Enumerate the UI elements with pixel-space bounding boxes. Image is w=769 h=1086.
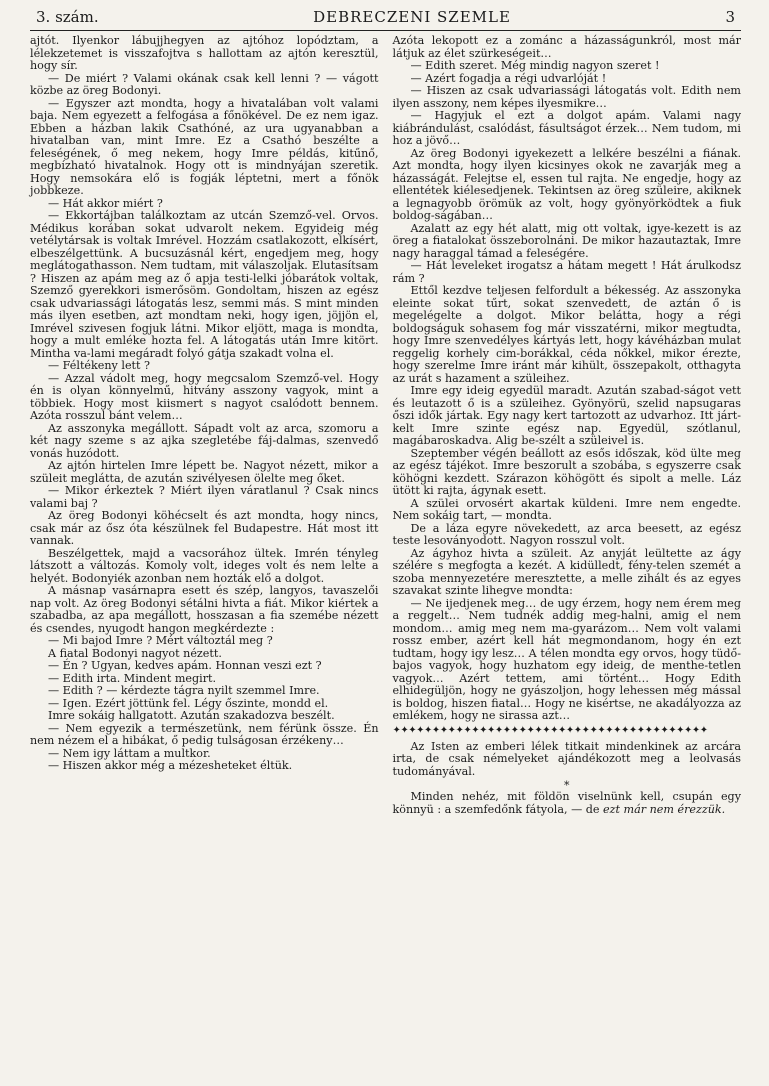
paragraph: — Nem igy láttam a multkor. (48, 746, 211, 760)
epigram-second-text: Minden nehéz, mit földön viselnünk kell, csupán egy könnyü : a szemfedőnk fátyola, — de (392, 790, 741, 816)
paragraph: — Én ? Ugyan, kedves apám. Honnan veszi ezt ? (48, 659, 322, 672)
paragraph: De a láza egyre növekedett, az arca beesett, az egész teste lesoványodott. Nagyon rosszul volt. (392, 521, 741, 547)
epigram-second (393, 791, 742, 816)
ornamental-divider: ✦✦✦✦✦✦✦✦✦✦✦✦✦✦✦✦✦✦✦✦✦✦✦✦✦✦✦✦✦✦✦✦✦✦✦✦✦✦✦✦ (392, 724, 708, 736)
paragraph: Az öreg Bodonyi köhécselt és azt mondta, hogy nincs, csak már az ősz óta készülnek fel Budapestre. Hát most itt vannak. (30, 509, 379, 547)
paragraph: Azalatt az egy hét alatt, mig ott voltak, igye-kezett is az öreg a fiatalokat összeborolnáni. De mikor hazautaztak, Imre nagy haraggal támad a feleségére. (392, 221, 741, 260)
epigram-first: Az Isten az emberi lélek titkait mindenkinek az arcára irta, de csak némelyeket ajándékozott meg a leolvasás tudományával. (392, 739, 741, 778)
paragraph: Beszélgettek, majd a vacsorához ültek. Imrén tényleg látszott a változás. Komoly volt, ideges volt és nem lelte a helyét. Bodonyiék azonban nem hozták elő a dolgot. (30, 546, 379, 585)
paragraph: Az öreg Bodonyi igyekezett a lelkére beszélni a fiának. Azt mondta, hogy ilyen kicsinyes okok ne zavarják meg a házasságát. Felejtse el, essen tul rajta. Ne engedje, hogy az ellentétek kiélesedjenek. Tekintsen az öreg szüleire, akiknek a legnagyobb örömük az volt, hogy gyönyörködtek a fiuk boldog-ságában… (392, 146, 741, 222)
columns (30, 35, 741, 816)
paragraph: — Edith szeret. Még mindig nagyon szeret ! (410, 59, 660, 72)
paragraph: Ettől kezdve teljesen felfordult a békesség. Az asszonyka eleinte sokat tűrt, sokat szenvedett, de aztán ő is megelégelte a dolgot. Mikor belátta, hogy a régi boldogságuk sohasem fog már visszatérni, mikor megtudta, hogy Imre szenvedélyes kártyás lett, hogy kávéházban mulat reggelig korhely cim-borákkal, céda nőkkel, mikor érezte, hogy szerelme Imre iránt már kihült, összepakolt, otthagyta az urát s hazament a szüleihez. (392, 284, 741, 385)
paragraph: Azóta lekopott ez a zománc a házasságunkról, most már látjuk az élet szürkeségeit… (392, 34, 741, 60)
paragraph: — Azzal vádolt meg, hogy megcsalom Szemző-vel. Hogy én is olyan könnyelmű, hitvány asszony vagyok, mint a többiek. Hogy most kiismert s nagyot csalódott bennem. Azóta rosszul bánt velem… (30, 371, 379, 422)
paragraph: — Ekkortájban találkoztam az utcán Szemző-vel. Orvos. Médikus korában sokat udvarolt nekem. Egyideig még vetélytársak is voltak Imrével. Hozzám csatlakozott, elkísért, elbeszélgettünk. A bucsuzásnál kért, engedjem meg, hogy meglátogathasson. Nem tudtam, mit válaszoljak. Elutasítsam ? Hiszen az apám meg az ő apja testi-lelki jóbarátok voltak, Szemző gyerekkori ismerősöm. Gondoltam, hiszen az egész csak udvariassági látogatás lesz, semmi más. S mint minden más ilyen esetben, azt mondtam neki, hogy igen, jöjjön el, Imrével szivesen fogjuk látni. Mikor eljött, maga is mondta, hogy a mult emléke hozta fel. A látogatás után Imre kitört. Mintha va-lami megáradt folyó gátja szakadt volna el. (30, 209, 379, 360)
story-continuation (393, 35, 742, 723)
paragraph: Szeptember végén beállott az esős időszak, köd ülte meg az egész tájékot. Imre beszorult a szobába, s egyszerre csak köhögni kezdett. Szárazon köhögött és sipolt a melle. Láz ütött ki rajta, ágynak esett. (392, 446, 741, 497)
paragraph: Az ágyhoz hivta a szüleit. Az anyját leültette az ágy szélére s megfogta a kezét. A kidülledt, fény-telen szemét a szoba mennyezetére meresztette, a melle zihált és az egyes szavakat szinte lihegve mondta: (392, 546, 741, 597)
separator-star: * (564, 779, 570, 792)
paragraph: — Hát akkor miért ? (48, 196, 163, 210)
right-column (393, 35, 742, 816)
paragraph: — Egyszer azt mondta, hogy a hivatalában volt valami baja. Nem egyezett a felfogása a főnökével. De ez nem igaz. Ebben a házban lakik Csathóné, az ura ugyanabban a hivatalban van, mint Imre. Ez a Csathó beszélte a feleségének, ő meg nekem, hogy Imre példás, kitűnő, megbízható hivatalnok. Hogy ott is mindnyájan szeretik. Hogy nemsokára elő is fogják léptetni, mert a főnök jobbkeze. (30, 96, 379, 197)
paragraph: — Féltékeny lett ? (48, 359, 151, 372)
paragraph: ajtót. Ilyenkor lábujjhegyen az ajtóhoz lopództam, a lélekzetemet is visszafojtva s hallottam az ajtón keresztül, hogy sír. (30, 34, 379, 72)
paragraph: Imre egy ideig egyedül maradt. Azután szabad-ságot vett és leutazott ő is a szüleihez. Gyönyörü, szelid napsugaras őszi idők jártak. Egy nagy kert tartozott az udvarhoz. Itt járt-kelt Imre szinte egész nap. Egyedül, szótlanul, magábaroskadva. Alig be-szélt a szüleivel is. (392, 384, 741, 447)
page-number: 3 (725, 8, 735, 26)
paragraph: — De miért ? Valami okának csak kell lenni ? — vágott közbe az öreg Bodonyi. (30, 71, 379, 97)
paragraph: Imre sokáig hallgatott. Azután szakadozva beszélt. (48, 709, 335, 722)
issue-number: 3. szám. (36, 8, 99, 26)
paragraph: A másnap vasárnapra esett és szép, langyos, tavaszelői nap volt. Az öreg Bodonyi sétálni hivta a fiát. Mikor kiértek a szabadba, az apa megállott, hosszasan a fia szemébe nézett és csendes, nyugodt hangon megkérdezte : (30, 584, 379, 635)
paragraph: — Hagyjuk el ezt a dolgot apám. Valami nagy kiábrándulást, csalódást, fásultságot érzek… Nem tudom, mi hoz a jövő… (392, 109, 741, 147)
paragraph: — Edith irta. Mindent megirt. (48, 671, 217, 685)
paragraph: — Igen. Ezért jöttünk fel. Légy őszinte, mondd el. (48, 696, 329, 710)
paragraph: — Nem egyezik a természetünk, nem férünk össze. Én nem nézem el a hibákat, ő pedig tulságosan érzékeny… (30, 721, 379, 747)
page-header (30, 8, 741, 28)
paragraph: Az ajtón hirtelen Imre lépett be. Nagyot nézett, mikor a szüleit meglátta, de azután szivélyesen ölelte meg őket. (30, 459, 379, 485)
paragraph: A szülei orvosért akartak küldeni. Imre nem engedte. Nem sokáig tart, — mondta. (392, 496, 741, 522)
paragraph: — Mi bajod Imre ? Mért változtál meg ? (48, 634, 273, 647)
paragraph: — Ne ijedjenek meg… de ugy érzem, hogy nem érem meg a reggelt… Nem tudnék addig meg-halni, amig el nem mondom… amig meg nem ma-gyarázom… Nem volt valami rossz ember, azért kell hát megmondanom, hogy én ezt tudtam, hogy igy lesz… A télen mondta egy orvos, hogy tüdő-bajos vagyok, hogy huzhatom egy ideig, de menthe-tetlen vagyok… Azért tettem, ami történt… Hogy Edith elhidegüljön, hogy ne gyászoljon, hogy lehessen még mással is boldog, hiszen fiatal… Hogy ne kisértse, ne akadályozza az emlékem, hogy ne sirassa azt… (392, 596, 741, 722)
journal-title: DEBRECZENI SZEMLE (313, 8, 511, 26)
paragraph: — Mikor érkeztek ? Miért ilyen váratlanul ? Csak nincs valami baj ? (30, 484, 379, 510)
paragraph: Az asszonyka megállott. Sápadt volt az arca, szomoru a két nagy szeme s az ajka szegletébe fáj-dalmas, szenvedő vonás huzódott. (30, 421, 379, 460)
paragraph: — Azért fogadja a régi udvarlóját ! (410, 71, 607, 85)
header-rule (30, 30, 741, 31)
paragraph: A fiatal Bodonyi nagyot nézett. (48, 646, 222, 660)
paragraph: — Edith ? — kérdezte tágra nyilt szemmel Imre. (48, 684, 320, 697)
paragraph: — Hiszen az csak udvariassági látogatás volt. Edith nem ilyen asszony, nem képes ilyesmikre… (392, 84, 741, 110)
paragraph: — Hát leveleket irogatsz a hátam megett ! Hát árulkodsz rám ? (392, 259, 741, 285)
epigram-second-italic: ezt már nem érezzük. (603, 802, 726, 816)
left-column (30, 35, 379, 816)
paragraph: — Hiszen akkor még a mézesheteket éltük. (48, 759, 293, 772)
